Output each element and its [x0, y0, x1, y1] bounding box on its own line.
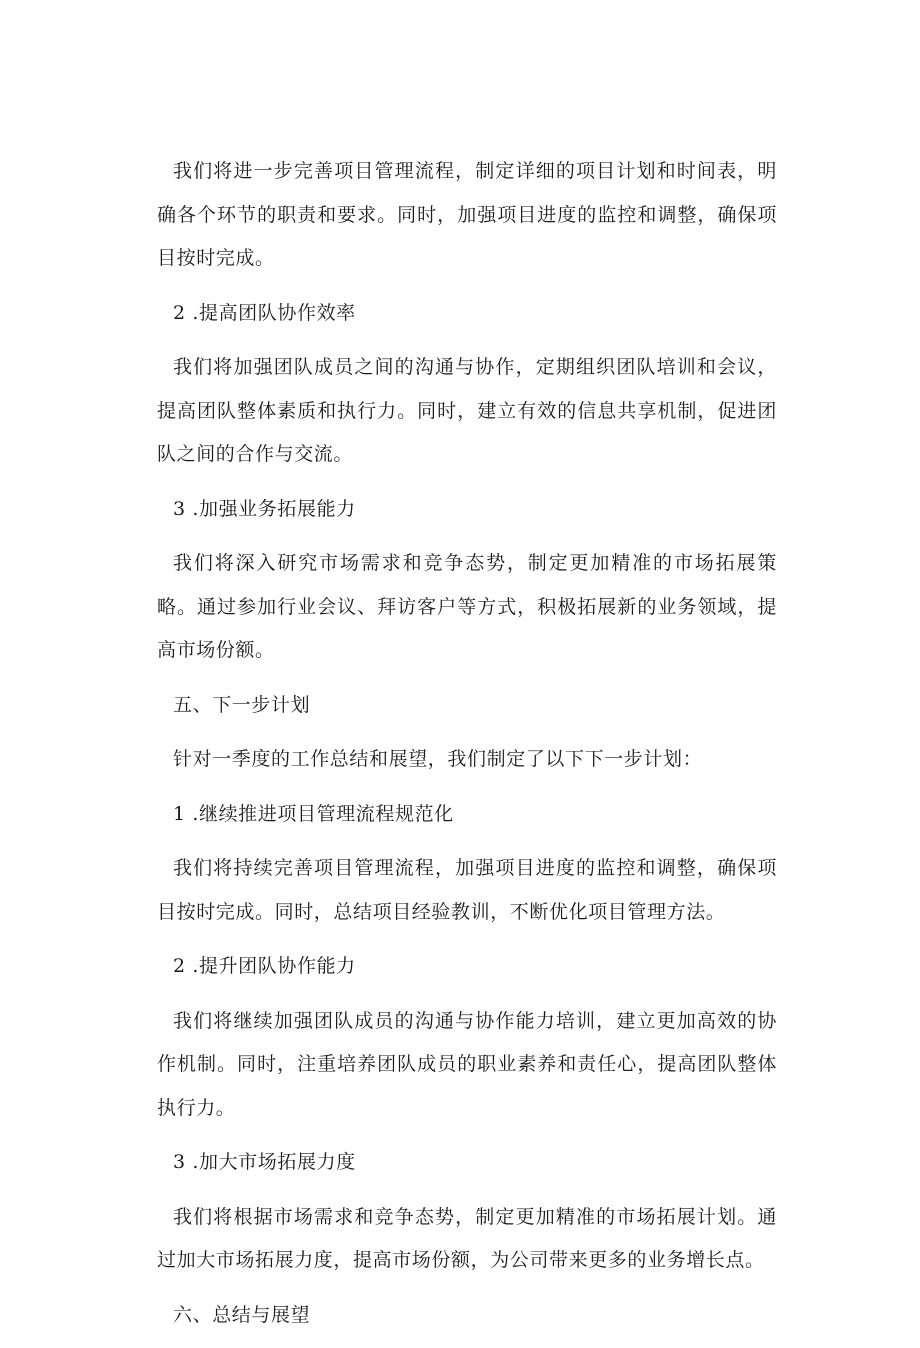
heading-improve-team-collaboration: 2 .提高团队协作效率: [173, 301, 356, 324]
document-body: [157, 150, 777, 1348]
paragraph-standardize-project-process: 我们将持续完善项目管理流程，加强项目进度的监控和调整，确保项目按时完成。同时，总结项目经验教训，不断优化项目管理方法。: [157, 857, 777, 923]
paragraph-enhance-team-collaboration: 我们将继续加强团队成员的沟通与协作能力培训，建立更加高效的协作机制。同时，注重培养团队成员的职业素养和责任心，提高团队整体执行力。: [157, 1009, 777, 1119]
paragraph-improve-project-process: 我们将进一步完善项目管理流程，制定详细的项目计划和时间表，明确各个环节的职责和要求。同时，加强项目进度的监控和调整，确保项目按时完成。: [157, 160, 777, 269]
heading-increase-market-expansion: 3 .加大市场拓展力度: [173, 1151, 356, 1173]
paragraph-next-plan-intro: 针对一季度的工作总结和展望，我们制定了以下下一步计划：: [173, 748, 703, 770]
paragraph-team-collaboration: 我们将加强团队成员之间的沟通与协作，定期组织团队培训和会议，提高团队整体素质和执行力。同时，建立有效的信息共享机制，促进团队之间的合作与交流。: [157, 356, 777, 465]
paragraph-business-expansion: 我们将深入研究市场需求和竞争态势，制定更加精准的市场拓展策略。通过参加行业会议、拜访客户等方式，积极拓展新的业务领域，提高市场份额。: [157, 552, 777, 661]
section-heading-next-plan: 五、下一步计划: [173, 693, 311, 716]
heading-strengthen-business-expansion: 3 .加强业务拓展能力: [173, 497, 356, 520]
heading-enhance-team-collaboration: 2 .提升团队协作能力: [173, 955, 356, 977]
paragraph-increase-market-expansion: 我们将根据市场需求和竞争态势，制定更加精准的市场拓展计划。通过加大市场拓展力度，提高市场份额，为公司带来更多的业务增长点。: [157, 1205, 777, 1271]
section-heading-summary-outlook: 六、总结与展望: [173, 1303, 311, 1326]
heading-standardize-project-process: 1 .继续推进项目管理流程规范化: [173, 802, 454, 825]
